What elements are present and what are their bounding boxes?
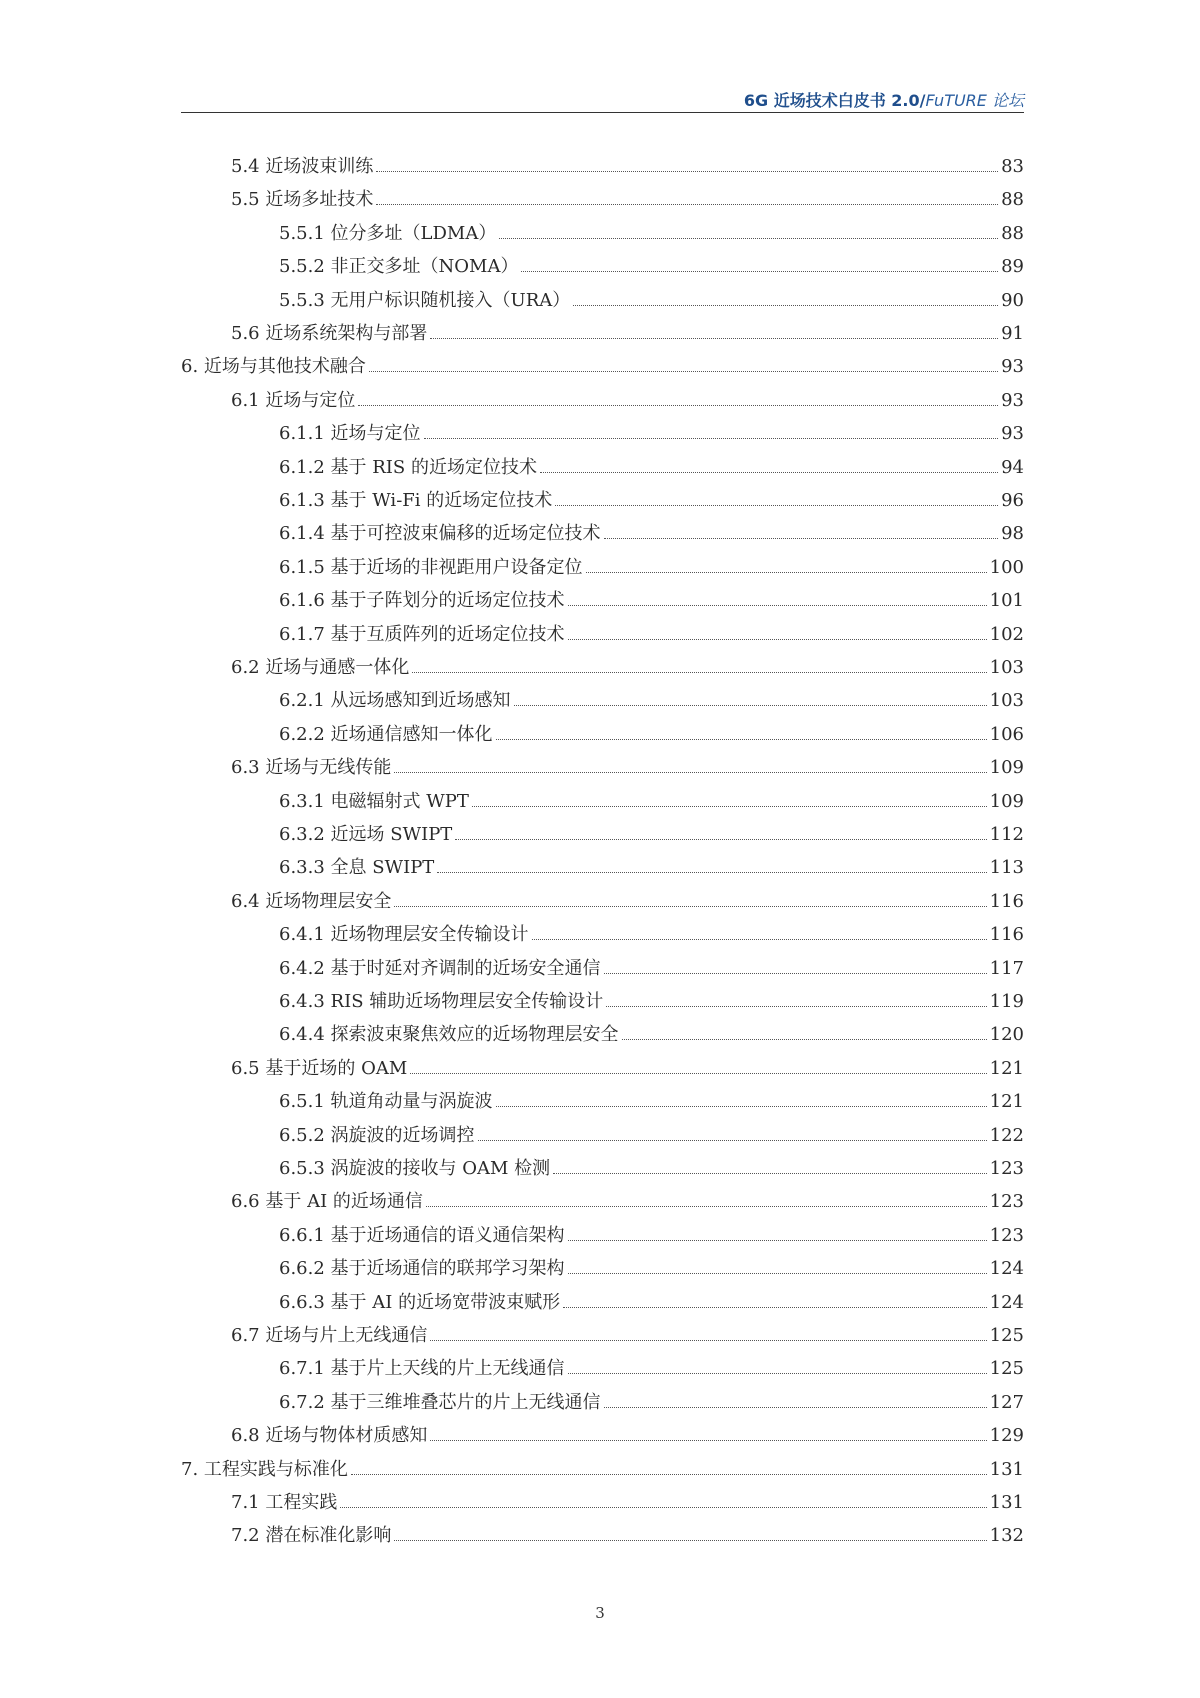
toc-entry-number: 7.1 bbox=[231, 1492, 266, 1513]
toc-entry-number: 6.3 bbox=[231, 757, 266, 779]
dot-leader bbox=[586, 572, 987, 573]
toc-entry-title: 基于近场的 OAM bbox=[265, 1057, 408, 1079]
toc-entry-number: 6.5.2 bbox=[279, 1124, 331, 1146]
toc-entry-page: 103 bbox=[989, 690, 1024, 712]
dot-leader bbox=[604, 973, 987, 974]
header-title bbox=[744, 88, 1024, 111]
dot-leader bbox=[568, 639, 987, 640]
toc-entry[interactable] bbox=[279, 415, 1024, 445]
toc-entry-number: 6.7 bbox=[231, 1325, 266, 1346]
toc-entry-title: 近场与定位 bbox=[330, 423, 421, 445]
toc-entry-number: 5.6 bbox=[231, 323, 266, 344]
toc-entry[interactable] bbox=[279, 449, 1024, 479]
dot-leader bbox=[622, 1039, 987, 1040]
toc-entry-number: 5.4 bbox=[231, 156, 266, 177]
toc-entry[interactable] bbox=[231, 382, 1024, 412]
toc-entry[interactable] bbox=[279, 515, 1024, 545]
toc-entry[interactable] bbox=[279, 983, 1024, 1013]
toc-entry-number: 7. bbox=[181, 1458, 204, 1480]
dot-leader bbox=[472, 806, 987, 807]
toc-entry-number: 6. bbox=[181, 356, 204, 378]
toc-entry-page: 121 bbox=[989, 1057, 1024, 1079]
toc-entry[interactable] bbox=[279, 1350, 1024, 1380]
toc-entry-title: 基于互质阵列的近场定位技术 bbox=[330, 623, 565, 645]
toc-entry-title: 全息 SWIPT bbox=[330, 857, 435, 879]
dot-leader bbox=[412, 672, 986, 673]
dot-leader bbox=[532, 939, 987, 940]
dot-leader bbox=[455, 839, 986, 840]
toc-entry-title: 近场多址技术 bbox=[265, 189, 374, 211]
toc-entry[interactable] bbox=[231, 749, 1024, 779]
toc-entry[interactable] bbox=[279, 1384, 1024, 1414]
dot-leader bbox=[568, 605, 987, 606]
toc-entry-number: 6.1.4 bbox=[279, 523, 331, 545]
dot-leader bbox=[394, 1540, 986, 1541]
toc-entry-title: 基于 AI 的近场宽带波束赋形 bbox=[330, 1291, 561, 1313]
toc-entry[interactable] bbox=[279, 1150, 1024, 1180]
toc-entry-title: 轨道角动量与涡旋波 bbox=[330, 1091, 493, 1113]
toc-entry-title: 近场通信感知一体化 bbox=[330, 723, 493, 745]
toc-entry-number: 6.4.4 bbox=[279, 1024, 331, 1046]
toc-entry-number: 6.1.3 bbox=[279, 490, 331, 511]
toc-entry-page: 112 bbox=[989, 824, 1024, 845]
toc-entry-number: 6.1.7 bbox=[279, 623, 331, 645]
dot-leader bbox=[514, 705, 987, 706]
toc-entry-title: 近场与其他技术融合 bbox=[203, 356, 366, 378]
toc-entry[interactable] bbox=[279, 849, 1024, 879]
page-number: 3 bbox=[595, 1604, 605, 1622]
toc-entry-number: 6.2 bbox=[231, 657, 266, 678]
toc-entry-number: 6.7.2 bbox=[279, 1391, 331, 1413]
toc-entry-title: 近场与物体材质感知 bbox=[265, 1425, 428, 1447]
page-header bbox=[181, 84, 1024, 113]
toc-entry-page: 120 bbox=[989, 1024, 1024, 1046]
dot-leader bbox=[410, 1073, 986, 1074]
toc-entry-page: 131 bbox=[989, 1458, 1024, 1480]
toc-entry-page: 91 bbox=[1001, 323, 1024, 344]
toc-entry[interactable] bbox=[231, 1517, 1024, 1547]
toc-entry-page: 94 bbox=[1001, 456, 1024, 478]
toc-entry[interactable] bbox=[279, 482, 1024, 512]
toc-entry[interactable] bbox=[231, 883, 1024, 913]
toc-entry[interactable] bbox=[231, 315, 1024, 345]
toc-entry-title: 基于 AI 的近场通信 bbox=[265, 1191, 423, 1213]
toc-entry-page: 123 bbox=[989, 1191, 1024, 1213]
toc-entry[interactable] bbox=[279, 1083, 1024, 1113]
dot-leader bbox=[424, 438, 999, 439]
toc-entry-number: 5.5.2 bbox=[279, 256, 331, 278]
toc-entry-title: 涡旋波的接收与 OAM 检测 bbox=[330, 1158, 551, 1179]
toc-entry-page: 83 bbox=[1001, 156, 1024, 177]
toc-entry-title: 电磁辐射式 WPT bbox=[330, 790, 469, 812]
toc-entry[interactable] bbox=[181, 1451, 1024, 1481]
dot-leader bbox=[426, 1206, 987, 1207]
dot-leader bbox=[430, 338, 998, 339]
toc-entry-page: 129 bbox=[989, 1425, 1024, 1447]
toc-entry-title: 近场物理层安全传输设计 bbox=[330, 924, 529, 946]
toc-entry-number: 6.2.2 bbox=[279, 723, 331, 745]
dot-leader bbox=[604, 538, 999, 539]
toc-entry[interactable] bbox=[181, 348, 1024, 378]
toc-entry-page: 102 bbox=[989, 623, 1024, 645]
dot-leader bbox=[478, 1140, 987, 1141]
toc-entry-page: 89 bbox=[1001, 256, 1024, 278]
toc-entry[interactable] bbox=[279, 549, 1024, 579]
toc-entry-title: 近场物理层安全 bbox=[265, 890, 392, 912]
toc-entry-number: 5.5 bbox=[231, 189, 266, 211]
toc-entry-page: 113 bbox=[989, 857, 1024, 879]
dot-leader bbox=[568, 1373, 987, 1374]
toc-entry[interactable] bbox=[279, 682, 1024, 712]
toc-entry-number: 6.4.1 bbox=[279, 924, 331, 946]
dot-leader bbox=[604, 1407, 987, 1408]
toc-entry-title: 基于时延对齐调制的近场安全通信 bbox=[330, 957, 601, 979]
dot-leader bbox=[376, 171, 998, 172]
toc-entry[interactable] bbox=[279, 716, 1024, 746]
toc-entry-page: 131 bbox=[989, 1492, 1024, 1513]
toc-entry[interactable] bbox=[279, 783, 1024, 813]
dot-leader bbox=[553, 1173, 986, 1174]
dot-leader bbox=[555, 505, 998, 506]
toc-entry-page: 88 bbox=[1001, 189, 1024, 211]
dot-leader bbox=[499, 238, 998, 239]
dot-leader bbox=[394, 906, 986, 907]
dot-leader bbox=[496, 1106, 987, 1107]
dot-leader bbox=[496, 739, 987, 740]
toc-entry-number: 6.4 bbox=[231, 890, 266, 912]
toc-entry-number: 6.8 bbox=[231, 1425, 266, 1447]
toc-entry-number: 6.6.3 bbox=[279, 1291, 331, 1313]
toc-entry-number: 6.4.2 bbox=[279, 957, 331, 979]
toc-entry-page: 109 bbox=[989, 790, 1024, 812]
toc-entry-title: 基于近场通信的语义通信架构 bbox=[330, 1224, 565, 1246]
toc-entry-title: 工程实践与标准化 bbox=[203, 1458, 348, 1480]
toc-entry[interactable] bbox=[279, 282, 1024, 312]
dot-leader bbox=[369, 371, 998, 372]
toc-entry-number: 6.1.2 bbox=[279, 456, 331, 478]
toc-entry-number: 6.5 bbox=[231, 1057, 266, 1079]
toc-entry[interactable] bbox=[279, 248, 1024, 278]
toc-entry[interactable] bbox=[279, 1117, 1024, 1147]
toc-entry-number: 5.5.3 bbox=[279, 289, 331, 311]
toc-entry-number: 6.5.3 bbox=[279, 1158, 331, 1179]
toc-entry[interactable] bbox=[231, 1317, 1024, 1347]
toc-entry-page: 101 bbox=[989, 590, 1024, 612]
toc-entry-number: 6.1 bbox=[231, 389, 266, 411]
toc-entry-page: 90 bbox=[1001, 289, 1024, 311]
toc-entry-title: 涡旋波的近场调控 bbox=[330, 1124, 475, 1146]
toc-entry-page: 123 bbox=[989, 1224, 1024, 1246]
dot-leader bbox=[351, 1474, 987, 1475]
toc-entry-title: 近远场 SWIPT bbox=[330, 824, 453, 845]
toc-entry-number: 6.4.3 bbox=[279, 991, 331, 1012]
dot-leader bbox=[540, 472, 998, 473]
dot-leader bbox=[573, 305, 998, 306]
toc-entry-title: 基于 RIS 的近场定位技术 bbox=[330, 456, 537, 478]
toc-entry-number: 6.3.2 bbox=[279, 824, 331, 845]
toc-entry-number: 6.1.5 bbox=[279, 556, 331, 578]
toc-entry-page: 121 bbox=[989, 1091, 1024, 1113]
toc-entry-title: 近场与无线传能 bbox=[265, 757, 392, 779]
toc-entry-number: 6.3.3 bbox=[279, 857, 331, 879]
toc-entry[interactable] bbox=[279, 950, 1024, 980]
toc-entry-page: 106 bbox=[989, 723, 1024, 745]
toc-entry[interactable] bbox=[279, 1250, 1024, 1280]
toc-entry-title: RIS 辅助近场物理层安全传输设计 bbox=[330, 991, 604, 1012]
toc-entry-number: 6.3.1 bbox=[279, 790, 331, 812]
toc-entry-title: 近场与片上无线通信 bbox=[265, 1325, 428, 1346]
toc-entry-title: 基于三维堆叠芯片的片上无线通信 bbox=[330, 1391, 601, 1413]
toc-entry[interactable] bbox=[231, 1417, 1024, 1447]
toc-entry-page: 88 bbox=[1001, 222, 1024, 244]
toc-entry[interactable] bbox=[279, 616, 1024, 646]
toc-entry-page: 127 bbox=[989, 1391, 1024, 1413]
toc-entry[interactable] bbox=[231, 1050, 1024, 1080]
toc-entry-page: 122 bbox=[989, 1124, 1024, 1146]
toc-entry-title: 非正交多址（NOMA） bbox=[330, 256, 519, 278]
toc-entry-title: 无用户标识随机接入（URA） bbox=[330, 289, 571, 311]
toc-entry-title: 基于片上天线的片上无线通信 bbox=[330, 1358, 565, 1380]
toc-entry-page: 93 bbox=[1001, 423, 1024, 445]
dot-leader bbox=[394, 772, 986, 773]
toc-entry-page: 93 bbox=[1001, 389, 1024, 411]
header-whitepaper-title: 6G 近场技术白皮书 2.0/ bbox=[743, 91, 926, 110]
toc-entry-page: 103 bbox=[989, 657, 1024, 678]
toc-entry[interactable] bbox=[279, 816, 1024, 846]
dot-leader bbox=[521, 271, 998, 272]
toc-entry-number: 6.1.1 bbox=[279, 423, 331, 445]
toc-entry-title: 探索波束聚焦效应的近场物理层安全 bbox=[330, 1024, 619, 1046]
toc-entry-title: 潜在标准化影响 bbox=[265, 1525, 392, 1547]
toc-entry-page: 98 bbox=[1001, 523, 1024, 545]
toc-entry[interactable] bbox=[231, 181, 1024, 211]
dot-leader bbox=[340, 1507, 986, 1508]
toc-entry-number: 6.2.1 bbox=[279, 690, 331, 712]
toc-entry-title: 位分多址（LDMA） bbox=[330, 222, 497, 244]
toc-entry-page: 123 bbox=[989, 1158, 1024, 1179]
toc-entry-title: 近场与通感一体化 bbox=[265, 657, 410, 678]
dot-leader bbox=[606, 1006, 986, 1007]
toc-entry-page: 109 bbox=[989, 757, 1024, 779]
toc-entry-page: 125 bbox=[989, 1325, 1024, 1346]
dot-leader bbox=[430, 1340, 986, 1341]
dot-leader bbox=[376, 204, 998, 205]
toc-entry-number: 6.6.2 bbox=[279, 1258, 331, 1280]
toc-entry-number: 6.1.6 bbox=[279, 590, 331, 612]
toc-entry-title: 工程实践 bbox=[265, 1492, 338, 1513]
header-forum-name: FuTURE 论坛 bbox=[925, 91, 1024, 110]
dot-leader bbox=[358, 405, 998, 406]
toc-entry[interactable] bbox=[279, 1217, 1024, 1247]
toc-entry[interactable] bbox=[279, 1284, 1024, 1314]
toc-entry-number: 6.6 bbox=[231, 1191, 266, 1213]
dot-leader bbox=[437, 872, 986, 873]
toc-entry-page: 100 bbox=[989, 556, 1024, 578]
toc-entry-title: 基于近场通信的联邦学习架构 bbox=[330, 1258, 565, 1280]
toc-entry-title: 基于近场的非视距用户设备定位 bbox=[330, 556, 583, 578]
toc-entry-title: 近场系统架构与部署 bbox=[265, 323, 428, 344]
dot-leader bbox=[568, 1240, 987, 1241]
toc-entry-number: 6.5.1 bbox=[279, 1091, 331, 1113]
toc-entry[interactable] bbox=[231, 148, 1024, 178]
toc-entry-page: 116 bbox=[989, 924, 1024, 946]
toc-entry[interactable] bbox=[279, 916, 1024, 946]
dot-leader bbox=[430, 1440, 986, 1441]
toc-entry-title: 基于 Wi-Fi 的近场定位技术 bbox=[330, 490, 553, 511]
toc-entry-page: 132 bbox=[989, 1525, 1024, 1547]
toc-entry-title: 近场波束训练 bbox=[265, 156, 374, 177]
toc-entry-page: 117 bbox=[989, 957, 1024, 979]
toc-entry-number: 6.7.1 bbox=[279, 1358, 331, 1380]
toc-entry-page: 96 bbox=[1001, 490, 1024, 511]
toc-entry-title: 从远场感知到近场感知 bbox=[330, 690, 511, 712]
toc-entry-page: 124 bbox=[989, 1291, 1024, 1313]
dot-leader bbox=[563, 1307, 987, 1308]
toc-entry-title: 基于子阵划分的近场定位技术 bbox=[330, 590, 565, 612]
toc-entry[interactable] bbox=[231, 1484, 1024, 1514]
dot-leader bbox=[568, 1273, 987, 1274]
toc-entry-title: 近场与定位 bbox=[265, 389, 356, 411]
toc-entry-number: 7.2 bbox=[231, 1525, 266, 1547]
toc-entry[interactable] bbox=[279, 215, 1024, 245]
toc-entry-number: 6.6.1 bbox=[279, 1224, 331, 1246]
toc-entry-page: 93 bbox=[1001, 356, 1024, 378]
toc-entry-title: 基于可控波束偏移的近场定位技术 bbox=[330, 523, 601, 545]
toc-entry-page: 119 bbox=[989, 991, 1024, 1012]
toc-entry[interactable] bbox=[279, 1016, 1024, 1046]
toc-entry[interactable] bbox=[231, 649, 1024, 679]
toc-entry-number: 5.5.1 bbox=[279, 222, 331, 244]
toc-entry[interactable] bbox=[279, 582, 1024, 612]
toc-entry-page: 125 bbox=[989, 1358, 1024, 1380]
toc-entry-page: 124 bbox=[989, 1258, 1024, 1280]
toc-entry[interactable] bbox=[231, 1183, 1024, 1213]
toc-entry-page: 116 bbox=[989, 890, 1024, 912]
